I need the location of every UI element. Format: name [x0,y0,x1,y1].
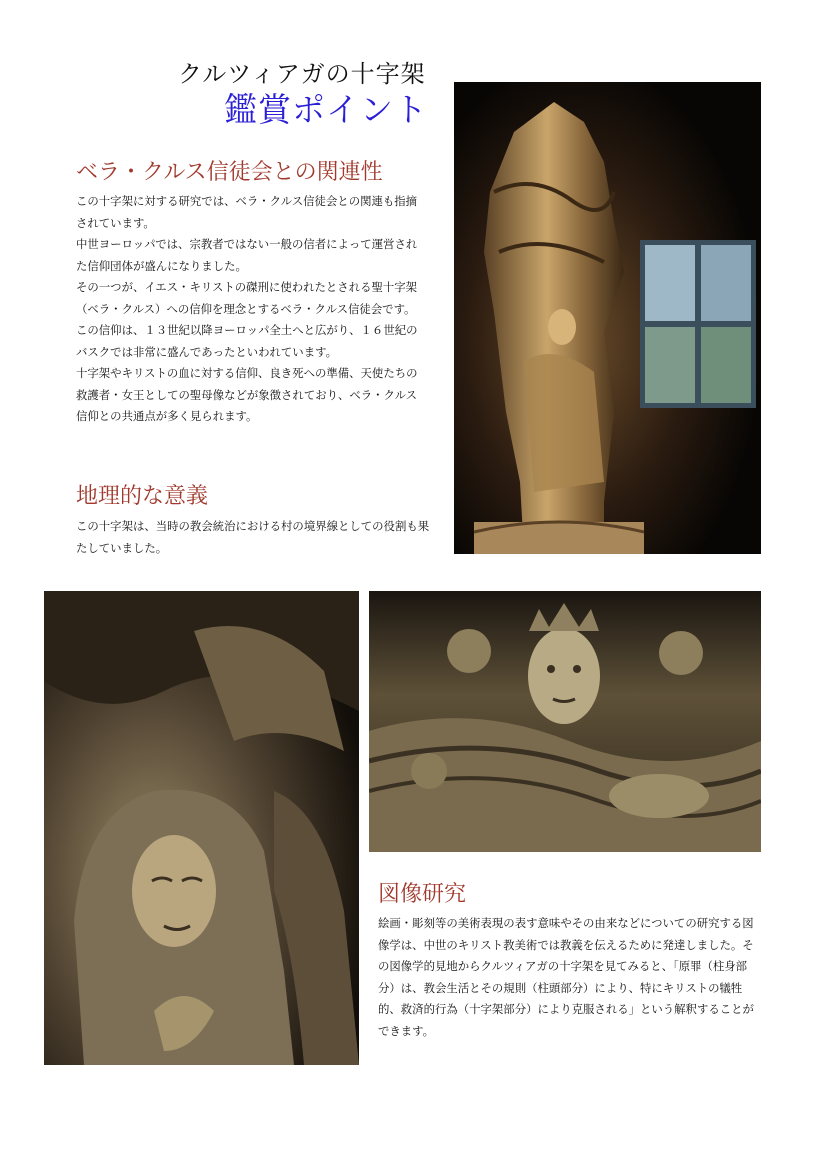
photo-cross-sculpture [454,82,761,554]
page-title: 鑑賞ポイント [224,90,428,129]
paragraph: 十字架やキリストの血に対する信仰、良き死への準備、天使たちの救護者・女王としての聖母像などが象徴されており、ベラ・クルス信仰との共通点が多く見られます。 [76,366,418,423]
page-subtitle: クルツィアガの十字架 [178,60,426,88]
section-heading-iconography: 図像研究 [378,882,467,907]
section-body-geography [76,516,438,559]
paragraph: その一つが、イエス・キリストの磔刑に使われたとされる聖十字架（ベラ・クルス）への信仰を理念とするベラ・クルス信徒会です。 [76,280,418,316]
photo-relief-faces [369,591,761,852]
paragraph: この十字架に対する研究では、ベラ・クルス信徒会との関連も指摘されています。 [76,194,418,230]
section-body-iconography [378,913,764,1042]
section-body-confraternity [76,191,428,428]
section-heading-geography: 地理的な意義 [76,484,209,509]
paragraph: この信仰は、１３世紀以降ヨーロッパ全土へと広がり、１６世紀のバスクでは非常に盛んであったといわれています。 [76,323,418,359]
photo-veiled-figure [44,591,359,1065]
section-heading-confraternity: ベラ・クルス信徒会との関連性 [76,160,383,185]
paragraph: この十字架は、当時の教会統治における村の境界線としての役割も果たしていました。 [76,519,430,555]
paragraph: 中世ヨーロッパでは、宗教者ではない一般の信者によって運営された信仰団体が盛んになりました。 [76,237,418,273]
paragraph: 絵画・彫刻等の美術表現の表す意味やその由来などについての研究する図像学は、中世のキリスト教美術では教義を伝えるために発達しました。その図像学的見地からクルツィアガの十字架を見てみると、「原罪（柱身部分）は、教会生活とその規則（柱頭部分）により、特にキリストの犠牲的、救済的行為（十字架部分）により克服される」という解釈することができます。 [378,916,754,1038]
